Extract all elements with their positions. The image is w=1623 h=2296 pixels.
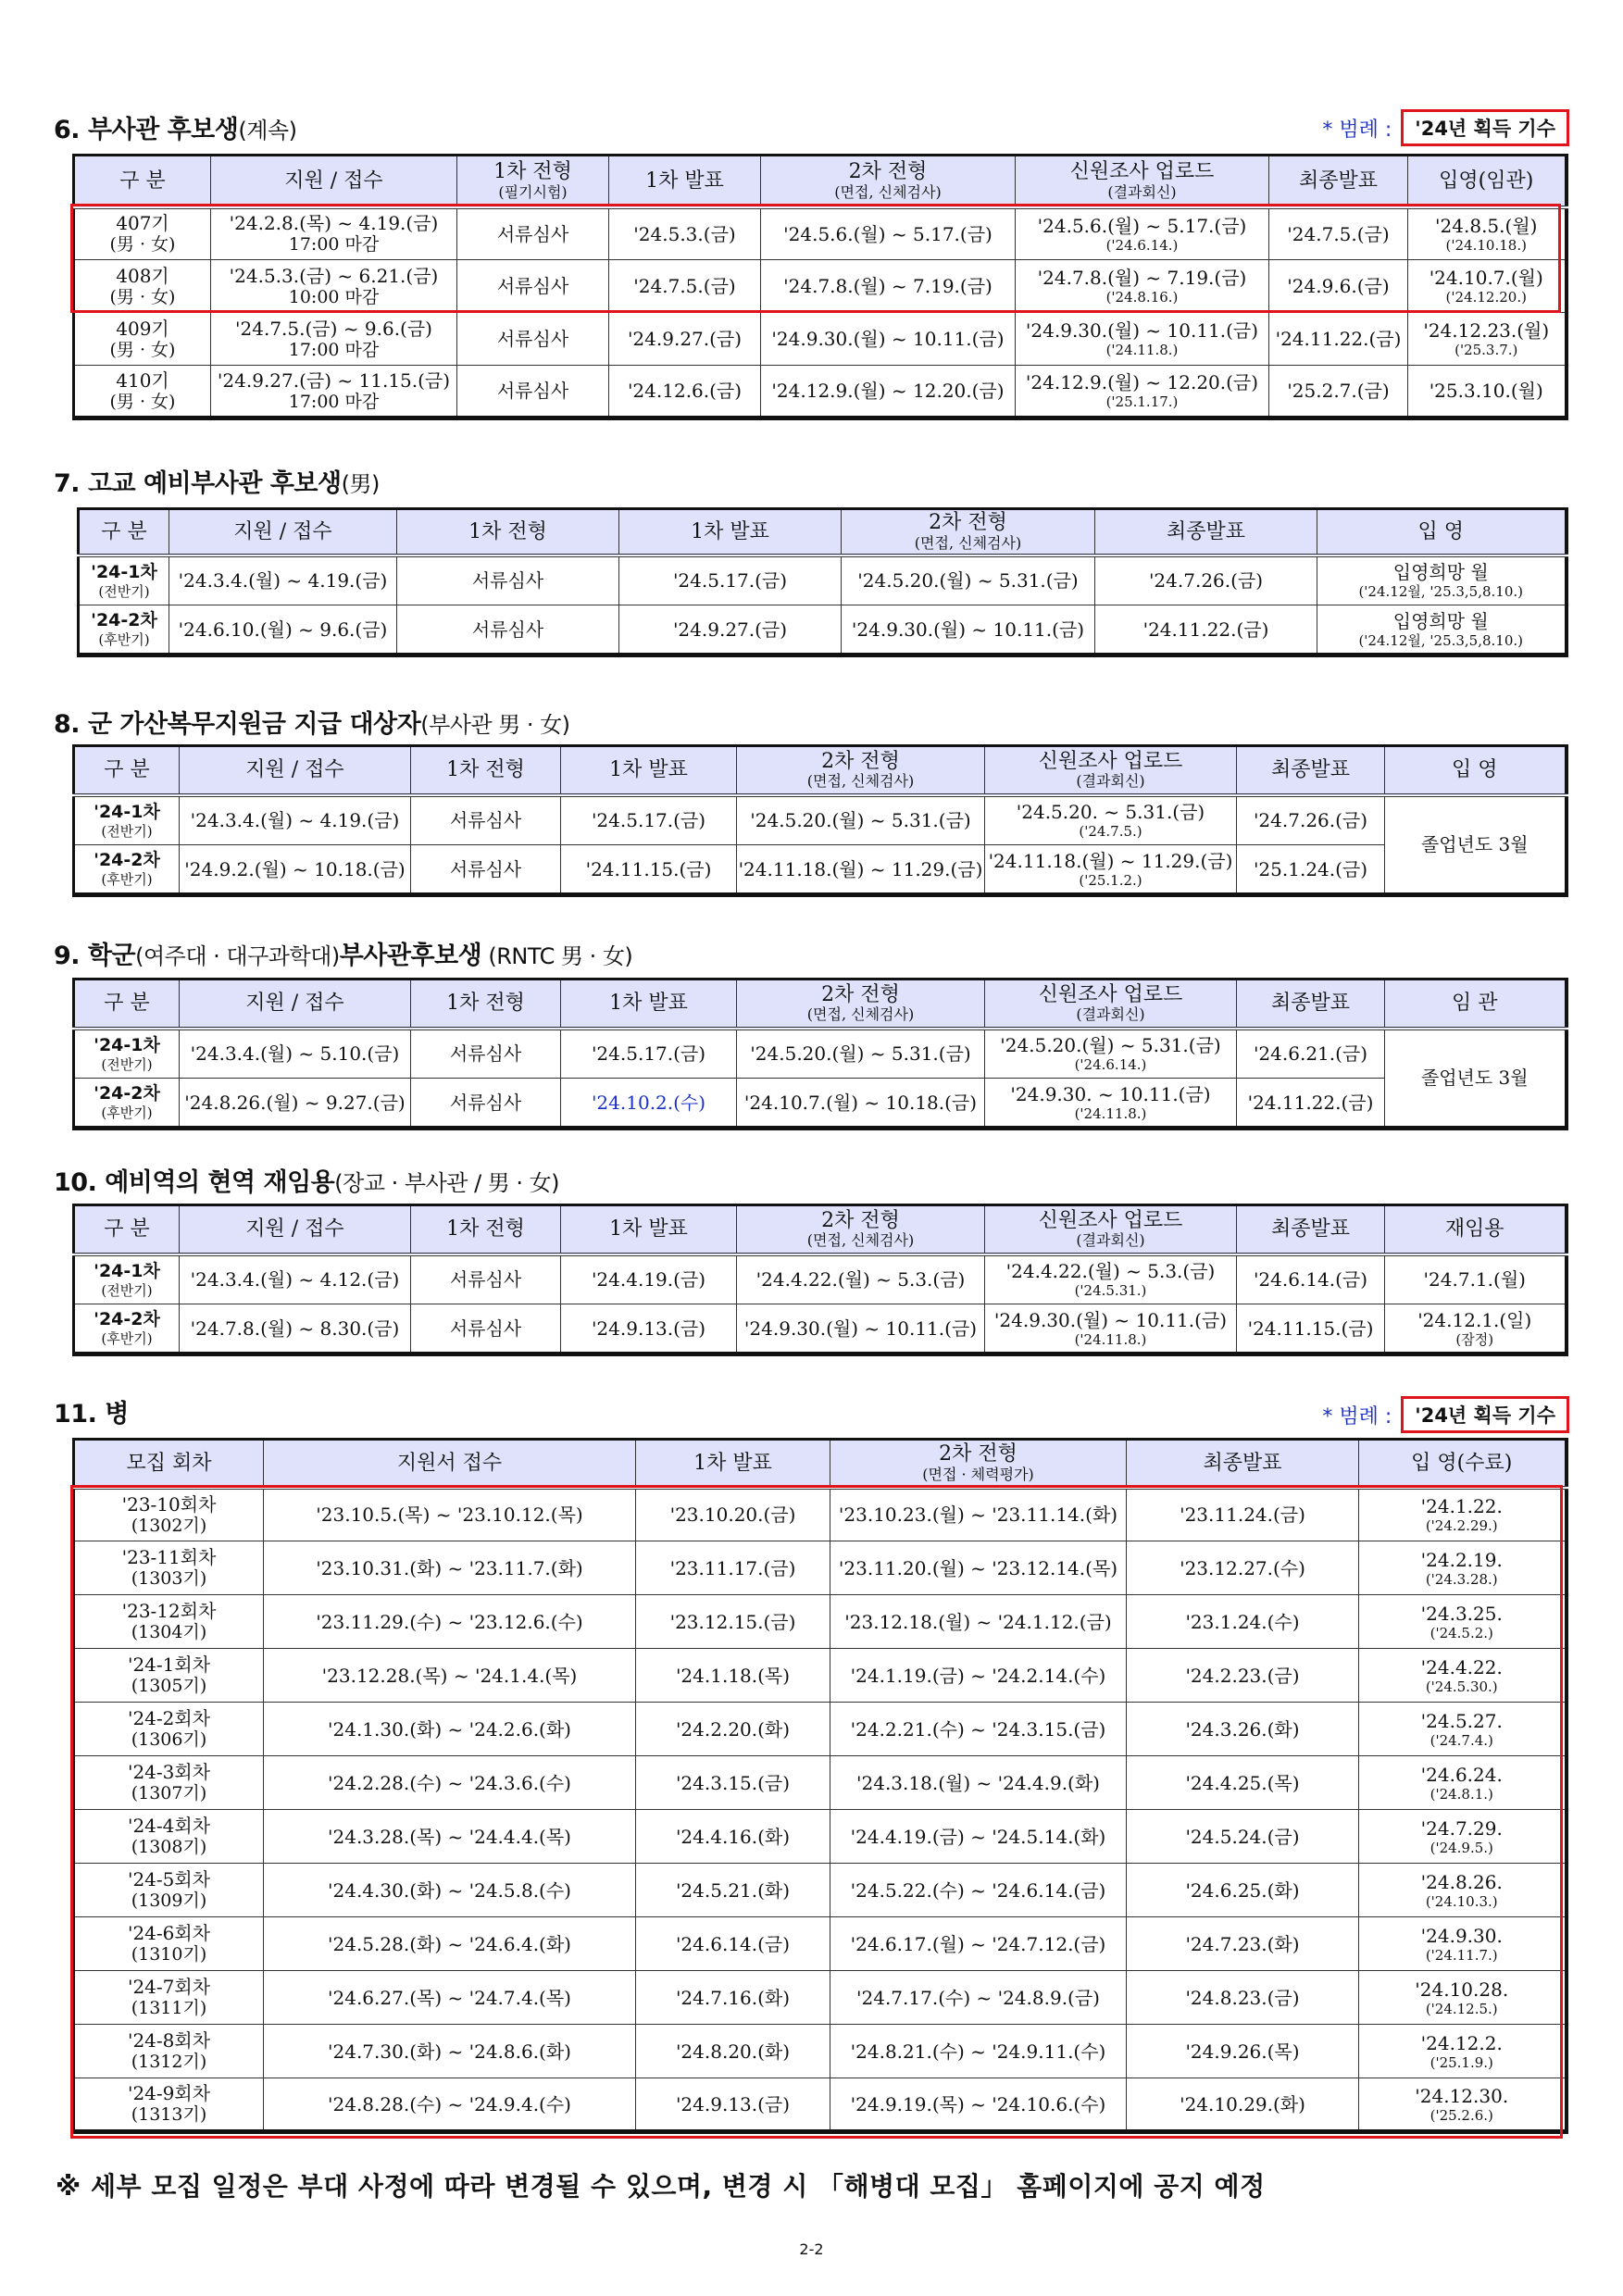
- second-screening-cell: '24.6.17.(월) ~ '24.7.12.(금): [830, 1917, 1127, 1971]
- header-cell: 구 분: [74, 746, 180, 795]
- first-announcement-cell: '24.4.16.(화): [636, 1810, 830, 1864]
- first-announcement-cell: '23.10.20.(금): [636, 1488, 830, 1541]
- reappointment-cell: '24.7.1.(월): [1385, 1254, 1567, 1304]
- enlistment-cell: '25.3.10.(월): [1408, 366, 1567, 418]
- final-announcement-cell: '24.11.22.(금): [1269, 313, 1408, 366]
- header-cell: 구 분: [74, 1205, 180, 1254]
- first-announcement-cell: '24.2.20.(화): [636, 1703, 830, 1756]
- table-row: [79, 605, 1567, 655]
- second-screening-cell: '24.4.19.(금) ~ '24.5.14.(화): [830, 1810, 1127, 1864]
- table-row: [74, 1703, 1567, 1756]
- second-screening-cell: '24.4.22.(월) ~ 5.3.(금): [737, 1254, 985, 1304]
- header-cell: 지원 / 접수: [180, 980, 411, 1029]
- round-cell: '24-8회차 (1312기): [74, 2025, 264, 2078]
- final-announcement-cell: '24.6.14.(금): [1237, 1254, 1385, 1304]
- footer-note: ※ 세부 모집 일정은 부대 사정에 따라 변경될 수 있으며, 변경 시 「해병대 모집」 홈페이지에 공지 예정: [56, 2171, 1266, 2202]
- application-cell: '24.6.27.(목) ~ '24.7.4.(목): [264, 1971, 636, 2025]
- application-cell: '24.3.4.(월) ~ 5.10.(금): [180, 1029, 411, 1079]
- final-announcement-cell: '24.11.15.(금): [1237, 1304, 1385, 1354]
- table-header-row: [79, 509, 1567, 555]
- second-screening-cell: '24.5.20.(월) ~ 5.31.(금): [737, 795, 985, 845]
- first-screening-cell: 서류심사: [411, 1304, 561, 1354]
- application-cell: '24.2.28.(수) ~ '24.3.6.(수): [264, 1756, 636, 1810]
- first-announcement-cell: '24.4.19.(금): [561, 1254, 737, 1304]
- table-6-nco-candidates: [72, 154, 1568, 420]
- background-check-cell: '24.11.18.(월) ~ 11.29.(금) ('25.1.2.): [985, 845, 1237, 895]
- final-announcement-cell: '23.11.24.(금): [1127, 1488, 1359, 1541]
- enlistment-cell: '24.12.30. ('25.2.6.): [1359, 2078, 1567, 2132]
- second-screening-cell: '23.10.23.(월) ~ '23.11.14.(화): [830, 1488, 1127, 1541]
- first-announcement-cell: '24.7.16.(화): [636, 1971, 830, 2025]
- legend: [1322, 109, 1569, 146]
- background-check-cell: '24.5.6.(월) ~ 5.17.(금) ('24.6.14.): [1016, 207, 1269, 260]
- final-announcement-cell: '24.5.24.(금): [1127, 1810, 1359, 1864]
- second-screening-cell: '24.9.30.(월) ~ 10.11.(금): [737, 1304, 985, 1354]
- round-cell: '24-1차 (전반기): [79, 555, 169, 605]
- round-cell: '24-6회차 (1310기): [74, 1917, 264, 1971]
- application-cell: '24.7.8.(월) ~ 8.30.(금): [180, 1304, 411, 1354]
- first-announcement-cell: '24.5.17.(금): [561, 1029, 737, 1079]
- application-cell: '24.6.10.(월) ~ 9.6.(금): [169, 605, 397, 655]
- second-screening-cell: '24.5.22.(수) ~ '24.6.14.(금): [830, 1864, 1127, 1917]
- header-cell: 최종발표: [1095, 509, 1317, 555]
- first-announcement-cell: '24.11.15.(금): [561, 845, 737, 895]
- background-check-cell: '24.7.8.(월) ~ 7.19.(금) ('24.8.16.): [1016, 260, 1269, 313]
- application-cell: '24.3.4.(월) ~ 4.12.(금): [180, 1254, 411, 1304]
- header-cell: 신원조사 업로드 (결과회신): [985, 1205, 1237, 1254]
- header-cell: 1차 발표: [561, 1205, 737, 1254]
- first-announcement-cell: '23.11.17.(금): [636, 1541, 830, 1595]
- header-cell: 1차 전형: [411, 746, 561, 795]
- enlistment-cell: '24.5.27. ('24.7.4.): [1359, 1703, 1567, 1756]
- header-cell: 신원조사 업로드 (결과회신): [985, 980, 1237, 1029]
- second-screening-cell: '24.9.30.(월) ~ 10.11.(금): [842, 605, 1095, 655]
- enlistment-cell: '24.8.5.(월) ('24.10.18.): [1408, 207, 1567, 260]
- round-cell: '24-5회차 (1309기): [74, 1864, 264, 1917]
- table-row: [74, 1917, 1567, 1971]
- table-10-reserve-reappointment: [72, 1204, 1568, 1356]
- first-announcement-cell: '24.9.13.(금): [561, 1304, 737, 1354]
- header-cell: 1차 발표: [619, 509, 842, 555]
- application-cell: '23.12.28.(목) ~ '24.1.4.(목): [264, 1649, 636, 1703]
- header-cell: 최종발표: [1269, 156, 1408, 207]
- legend-label: * 범례 :: [1322, 1404, 1392, 1429]
- final-announcement-cell: '24.7.26.(금): [1095, 555, 1317, 605]
- header-cell: 2차 전형 (면접, 신체검사): [737, 1205, 985, 1254]
- header-cell: 구 분: [74, 980, 180, 1029]
- final-announcement-cell: '24.6.21.(금): [1237, 1029, 1385, 1079]
- legend-box: '24년 획득 기수: [1401, 1396, 1569, 1433]
- second-screening-cell: '24.9.30.(월) ~ 10.11.(금): [761, 313, 1016, 366]
- enlistment-cell: 입영희망 월 ('24.12월, '25.3,5,8.10.): [1317, 555, 1567, 605]
- first-screening-cell: 서류심사: [411, 795, 561, 845]
- table-row: [74, 2078, 1567, 2132]
- reappointment-cell: '24.12.1.(일) (잠정): [1385, 1304, 1567, 1354]
- header-cell: 지원 / 접수: [180, 746, 411, 795]
- table-row: [74, 1649, 1567, 1703]
- application-cell: '24.3.4.(월) ~ 4.19.(금): [180, 795, 411, 845]
- legend-label: * 범례 :: [1322, 118, 1392, 142]
- round-cell: '24-7회차 (1311기): [74, 1971, 264, 2025]
- round-cell: '24-4회차 (1308기): [74, 1810, 264, 1864]
- enlistment-cell: '24.12.2. ('25.1.9.): [1359, 2025, 1567, 2078]
- first-screening-cell: 서류심사: [397, 605, 619, 655]
- table-row: [74, 1595, 1567, 1649]
- header-cell: 지원 / 접수: [211, 156, 457, 207]
- first-announcement-cell: '24.5.3.(금): [609, 207, 761, 260]
- table-row: [79, 555, 1567, 605]
- application-cell: '24.7.30.(화) ~ '24.8.6.(화): [264, 2025, 636, 2078]
- section-6-title: 6. 부사관 후보생(계속): [54, 116, 297, 144]
- application-cell: '24.7.5.(금) ~ 9.6.(금) 17:00 마감: [211, 313, 457, 366]
- second-screening-cell: '24.1.19.(금) ~ '24.2.14.(수): [830, 1649, 1127, 1703]
- application-cell: '24.2.8.(목) ~ 4.19.(금) 17:00 마감: [211, 207, 457, 260]
- header-cell: 1차 발표: [609, 156, 761, 207]
- header-cell: 1차 전형: [397, 509, 619, 555]
- table-row: [74, 260, 1567, 313]
- final-announcement-cell: '24.2.23.(금): [1127, 1649, 1359, 1703]
- header-cell: 2차 전형 (면접, 신체검사): [842, 509, 1095, 555]
- second-screening-cell: '24.12.9.(월) ~ 12.20.(금): [761, 366, 1016, 418]
- table-9-rntc: [72, 978, 1568, 1130]
- first-screening-cell: 서류심사: [411, 1029, 561, 1079]
- application-cell: '24.5.3.(금) ~ 6.21.(금) 10:00 마감: [211, 260, 457, 313]
- enlistment-cell: '24.10.7.(월) ('24.12.20.): [1408, 260, 1567, 313]
- table-7-hs-pre-nco: [77, 507, 1568, 657]
- header-cell: 2차 전형 (면접, 신체검사): [761, 156, 1016, 207]
- round-cell: '24-1차 (전반기): [74, 795, 180, 845]
- round-cell: '24-1차 (전반기): [74, 1029, 180, 1079]
- first-announcement-cell-changed: '24.10.2.(수): [561, 1079, 737, 1129]
- enlistment-cell: 입영희망 월 ('24.12월, '25.3,5,8.10.): [1317, 605, 1567, 655]
- enlistment-cell: '24.7.29. ('24.9.5.): [1359, 1810, 1567, 1864]
- enlistment-cell: '24.3.25. ('24.5.2.): [1359, 1595, 1567, 1649]
- second-screening-cell: '23.12.18.(월) ~ '24.1.12.(금): [830, 1595, 1127, 1649]
- header-cell: 구 분: [74, 156, 211, 207]
- second-screening-cell: '24.10.7.(월) ~ 10.18.(금): [737, 1079, 985, 1129]
- final-announcement-cell: '24.3.26.(화): [1127, 1703, 1359, 1756]
- round-cell: '24-1차 (전반기): [74, 1254, 180, 1304]
- page-number: 2-2: [799, 2240, 824, 2258]
- header-cell: 입영(임관): [1408, 156, 1567, 207]
- second-screening-cell: '24.3.18.(월) ~ '24.4.9.(화): [830, 1756, 1127, 1810]
- application-cell: '23.10.5.(목) ~ '23.10.12.(목): [264, 1488, 636, 1541]
- application-cell: '24.3.28.(목) ~ '24.4.4.(목): [264, 1810, 636, 1864]
- table-row: [74, 2025, 1567, 2078]
- header-cell: 1차 전형: [411, 1205, 561, 1254]
- round-cell: '24-1회차 (1305기): [74, 1649, 264, 1703]
- table-row: [74, 795, 1567, 845]
- commission-cell: 졸업년도 3월: [1385, 1029, 1567, 1129]
- final-announcement-cell: '24.11.22.(금): [1095, 605, 1317, 655]
- final-announcement-cell: '24.8.23.(금): [1127, 1971, 1359, 2025]
- round-cell: '23-11회차 (1303기): [74, 1541, 264, 1595]
- final-announcement-cell: '24.7.5.(금): [1269, 207, 1408, 260]
- header-cell: 입 영: [1317, 509, 1567, 555]
- table-row: [74, 1756, 1567, 1810]
- application-cell: '24.8.28.(수) ~ '24.9.4.(수): [264, 2078, 636, 2132]
- second-screening-cell: '24.5.6.(월) ~ 5.17.(금): [761, 207, 1016, 260]
- table-header-row: [74, 746, 1567, 795]
- first-announcement-cell: '24.5.17.(금): [619, 555, 842, 605]
- application-cell: '24.5.28.(화) ~ '24.6.4.(화): [264, 1917, 636, 1971]
- enlistment-cell: '24.8.26. ('24.10.3.): [1359, 1864, 1567, 1917]
- second-screening-cell: '24.2.21.(수) ~ '24.3.15.(금): [830, 1703, 1127, 1756]
- background-check-cell: '24.12.9.(월) ~ 12.20.(금) ('25.1.17.): [1016, 366, 1269, 418]
- table-row: [74, 1029, 1567, 1079]
- header-cell: 신원조사 업로드 (결과회신): [985, 746, 1237, 795]
- table-header-row: [74, 980, 1567, 1029]
- header-cell: 최종발표: [1237, 746, 1385, 795]
- enlistment-cell: 졸업년도 3월: [1385, 795, 1567, 895]
- application-cell: '23.10.31.(화) ~ '23.11.7.(화): [264, 1541, 636, 1595]
- background-check-cell: '24.9.30. ~ 10.11.(금) ('24.11.8.): [985, 1079, 1237, 1129]
- application-cell: '24.1.30.(화) ~ '24.2.6.(화): [264, 1703, 636, 1756]
- header-cell: 입 영(수료): [1359, 1440, 1567, 1488]
- first-screening-cell: 서류심사: [411, 1079, 561, 1129]
- first-screening-cell: 서류심사: [397, 555, 619, 605]
- header-cell: 입 영: [1385, 746, 1567, 795]
- round-cell: '24-2차 (후반기): [79, 605, 169, 655]
- first-screening-cell: 서류심사: [411, 1254, 561, 1304]
- table-row: [74, 845, 1567, 895]
- header-cell: 1차 발표: [561, 746, 737, 795]
- legend-box: '24년 획득 기수: [1401, 109, 1569, 146]
- section-11-title: 11. 병: [54, 1400, 129, 1429]
- header-cell: 1차 발표: [561, 980, 737, 1029]
- second-screening-cell: '24.7.17.(수) ~ '24.8.9.(금): [830, 1971, 1127, 2025]
- header-cell: 임 관: [1385, 980, 1567, 1029]
- final-announcement-cell: '24.7.26.(금): [1237, 795, 1385, 845]
- header-cell: 1차 발표: [636, 1440, 830, 1488]
- second-screening-cell: '24.7.8.(월) ~ 7.19.(금): [761, 260, 1016, 313]
- second-screening-cell: '24.9.19.(목) ~ '24.10.6.(수): [830, 2078, 1127, 2132]
- application-cell: '23.11.29.(수) ~ '23.12.6.(수): [264, 1595, 636, 1649]
- header-cell: 지원서 접수: [264, 1440, 636, 1488]
- table-row: [74, 1488, 1567, 1541]
- header-cell: 2차 전형 (면접 · 체력평가): [830, 1440, 1127, 1488]
- table-row: [74, 1079, 1567, 1129]
- header-cell: 신원조사 업로드 (결과회신): [1016, 156, 1269, 207]
- header-cell: 최종발표: [1237, 980, 1385, 1029]
- background-check-cell: '24.9.30.(월) ~ 10.11.(금) ('24.11.8.): [1016, 313, 1269, 366]
- background-check-cell: '24.5.20. ~ 5.31.(금) ('24.7.5.): [985, 795, 1237, 845]
- first-announcement-cell: '24.6.14.(금): [636, 1917, 830, 1971]
- header-cell: 지원 / 접수: [169, 509, 397, 555]
- enlistment-cell: '24.4.22. ('24.5.30.): [1359, 1649, 1567, 1703]
- final-announcement-cell: '24.9.26.(목): [1127, 2025, 1359, 2078]
- background-check-cell: '24.9.30.(월) ~ 10.11.(금) ('24.11.8.): [985, 1304, 1237, 1354]
- round-cell: '24-3회차 (1307기): [74, 1756, 264, 1810]
- second-screening-cell: '23.11.20.(월) ~ '23.12.14.(목): [830, 1541, 1127, 1595]
- section-9-title: 9. 학군(여주대 · 대구과학대)부사관후보생 (RNTC 男 · 女): [54, 942, 633, 970]
- first-screening-cell: 서류심사: [457, 313, 609, 366]
- application-cell: '24.9.27.(금) ~ 11.15.(금) 17:00 마감: [211, 366, 457, 418]
- first-announcement-cell: '24.9.27.(금): [619, 605, 842, 655]
- final-announcement-cell: '24.9.6.(금): [1269, 260, 1408, 313]
- application-cell: '24.3.4.(월) ~ 4.19.(금): [169, 555, 397, 605]
- first-announcement-cell: '24.9.27.(금): [609, 313, 761, 366]
- table-header-row: [74, 1440, 1567, 1488]
- application-cell: '24.4.30.(화) ~ '24.5.8.(수): [264, 1864, 636, 1917]
- final-announcement-cell: '24.4.25.(목): [1127, 1756, 1359, 1810]
- table-row: [74, 366, 1567, 418]
- enlistment-cell: '24.6.24. ('24.8.1.): [1359, 1756, 1567, 1810]
- second-screening-cell: '24.8.21.(수) ~ '24.9.11.(수): [830, 2025, 1127, 2078]
- enlistment-cell: '24.10.28. ('24.12.5.): [1359, 1971, 1567, 2025]
- round-cell: '24-2차 (후반기): [74, 845, 180, 895]
- cohort-cell: 407기 (男 · 女): [74, 207, 211, 260]
- first-announcement-cell: '24.9.13.(금): [636, 2078, 830, 2132]
- background-check-cell: '24.5.20.(월) ~ 5.31.(금) ('24.6.14.): [985, 1029, 1237, 1079]
- final-announcement-cell: '24.10.29.(화): [1127, 2078, 1359, 2132]
- header-cell: 2차 전형 (면접, 신체검사): [737, 980, 985, 1029]
- enlistment-cell: '24.12.23.(월) ('25.3.7.): [1408, 313, 1567, 366]
- table-11-enlisted: [72, 1438, 1568, 2134]
- round-cell: '24-2차 (후반기): [74, 1304, 180, 1354]
- first-announcement-cell: '24.12.6.(금): [609, 366, 761, 418]
- first-announcement-cell: '24.3.15.(금): [636, 1756, 830, 1810]
- table-row: [74, 313, 1567, 366]
- final-announcement-cell: '23.12.27.(수): [1127, 1541, 1359, 1595]
- section-8-title: 8. 군 가산복무지원금 지급 대상자(부사관 男 · 女): [54, 710, 570, 739]
- first-announcement-cell: '24.5.21.(화): [636, 1864, 830, 1917]
- cohort-cell: 410기 (男 · 女): [74, 366, 211, 418]
- table-8-service-subsidy: [72, 744, 1568, 897]
- table-row: [74, 1864, 1567, 1917]
- first-announcement-cell: '23.12.15.(금): [636, 1595, 830, 1649]
- table-row: [74, 207, 1567, 260]
- first-announcement-cell: '24.1.18.(목): [636, 1649, 830, 1703]
- table-row: [74, 1971, 1567, 2025]
- final-announcement-cell: '23.1.24.(수): [1127, 1595, 1359, 1649]
- first-screening-cell: 서류심사: [457, 207, 609, 260]
- first-announcement-cell: '24.7.5.(금): [609, 260, 761, 313]
- enlistment-cell: '24.1.22. ('24.2.29.): [1359, 1488, 1567, 1541]
- second-screening-cell: '24.11.18.(월) ~ 11.29.(금): [737, 845, 985, 895]
- round-cell: '24-2차 (후반기): [74, 1079, 180, 1129]
- round-cell: '23-10회차 (1302기): [74, 1488, 264, 1541]
- header-cell: 구 분: [79, 509, 169, 555]
- header-cell: 1차 전형: [411, 980, 561, 1029]
- first-announcement-cell: '24.5.17.(금): [561, 795, 737, 845]
- first-screening-cell: 서류심사: [457, 260, 609, 313]
- application-cell: '24.9.2.(월) ~ 10.18.(금): [180, 845, 411, 895]
- round-cell: '23-12회차 (1304기): [74, 1595, 264, 1649]
- header-cell: 지원 / 접수: [180, 1205, 411, 1254]
- legend: [1322, 1396, 1569, 1433]
- header-cell: 1차 전형 (필기시험): [457, 156, 609, 207]
- first-screening-cell: 서류심사: [411, 845, 561, 895]
- table-row: [74, 1254, 1567, 1304]
- second-screening-cell: '24.5.20.(월) ~ 5.31.(금): [842, 555, 1095, 605]
- table-row: [74, 1304, 1567, 1354]
- enlistment-cell: '24.9.30. ('24.11.7.): [1359, 1917, 1567, 1971]
- section-10-title: 10. 예비역의 현역 재임용(장교 · 부사관 / 男 · 女): [54, 1168, 560, 1197]
- first-screening-cell: 서류심사: [457, 366, 609, 418]
- final-announcement-cell: '25.2.7.(금): [1269, 366, 1408, 418]
- table-row: [74, 1810, 1567, 1864]
- final-announcement-cell: '25.1.24.(금): [1237, 845, 1385, 895]
- second-screening-cell: '24.5.20.(월) ~ 5.31.(금): [737, 1029, 985, 1079]
- cohort-cell: 409기 (男 · 女): [74, 313, 211, 366]
- round-cell: '24-9회차 (1313기): [74, 2078, 264, 2132]
- final-announcement-cell: '24.7.23.(화): [1127, 1917, 1359, 1971]
- final-announcement-cell: '24.11.22.(금): [1237, 1079, 1385, 1129]
- enlistment-cell: '24.2.19. ('24.3.28.): [1359, 1541, 1567, 1595]
- round-cell: '24-2회차 (1306기): [74, 1703, 264, 1756]
- final-announcement-cell: '24.6.25.(화): [1127, 1864, 1359, 1917]
- first-announcement-cell: '24.8.20.(화): [636, 2025, 830, 2078]
- header-cell: 모집 회차: [74, 1440, 264, 1488]
- background-check-cell: '24.4.22.(월) ~ 5.3.(금) ('24.5.31.): [985, 1254, 1237, 1304]
- table-header-row: [74, 156, 1567, 207]
- header-cell: 재임용: [1385, 1205, 1567, 1254]
- application-cell: '24.8.26.(월) ~ 9.27.(금): [180, 1079, 411, 1129]
- header-cell: 2차 전형 (면접, 신체검사): [737, 746, 985, 795]
- table-row: [74, 1541, 1567, 1595]
- table-header-row: [74, 1205, 1567, 1254]
- section-7-title: 7. 고교 예비부사관 후보생(男): [54, 469, 380, 498]
- header-cell: 최종발표: [1237, 1205, 1385, 1254]
- header-cell: 최종발표: [1127, 1440, 1359, 1488]
- cohort-cell: 408기 (男 · 女): [74, 260, 211, 313]
